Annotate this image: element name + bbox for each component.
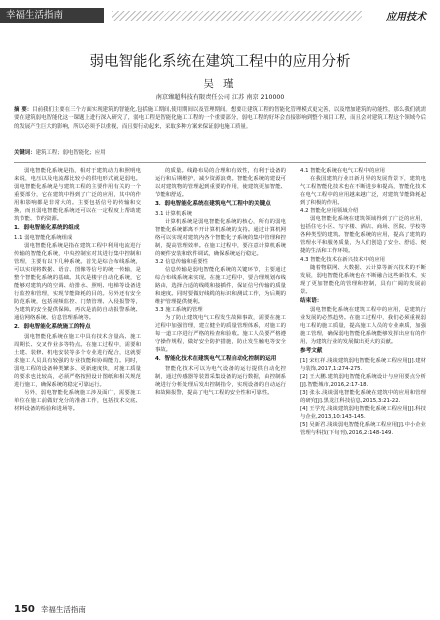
paragraph: 弱电智能化系统是指在建筑工程中利用电流进行传输的智能化系统，中央控制室对其进行集中控制和管理，主要有以下几种系统。首先是综合布线系统，可以实现将数据、语音、图像等信号的统一传输，是整个智能化系统的基础。其次是楼宇自动化系统，它能够对建筑内的空调、给排水、照明、电梯等设备进行监控和管理，实现节能降耗的目的。另外还有安全防范系统，包括视频监控、门禁管理、入侵报警等，为建筑的安全提供保障。再次是消防自动报警系统、通信网络系统、信息管理系统等。 [14,242,141,322]
keywords-label: 关键词： [14,150,36,156]
article-author: 吴 瑾 [203,78,237,90]
section-heading: 1．弱电智能化系统的组成 [14,225,80,232]
abstract-text: 目前我们主要在三个方面实现建筑的智能化,包括施工期间,使用期间以及管理期间。想要让建筑工程的智能化管理模式更完善，以及增加建筑的功能性，那么我们就需要在建筑弱电智能化这一课题上进行深入研究了，弱电工程是智能化施工工程的一个重要部分，弱电工程的好坏会直接影响到整个项目工程，而且会对建筑工程这个领域今后的发展产生巨大的影响，所以必须予以重视，而且要行动起来，采取多种方案来保证弱电施工质量。 [14,107,426,130]
body-column-2 [155,167,286,603]
body-column-3 [300,167,426,603]
reference-item: [3] 张永.浅谈弱电智能化系统在建筑中的应用和管理的研究[J].黑龙江科技信息,2015,3:21-22. [300,389,426,405]
subsection-heading: 4.3 智能化技术在新兴技术中的应用 [300,256,386,263]
paragraph: 在我国建筑行业日新月异的发展背景下，建筑电气工程智能化技术也在不断进步和提高，智能化技术在电气工程中的应用越来越广泛，对建筑节能降耗起到了积极的作用。 [300,176,426,207]
section-tag: 幸福生活指南 [0,8,104,23]
section-heading: 3．弱电智能化系统在建筑电气工程中的关键点 [155,201,271,208]
reference-item: [1] 宋红祥.浅谈建筑弱电智能化系统工程应用[J].建材与装饰,2017,1:274-275. [300,357,426,372]
paragraph: 为了防止建筑电气工程发生故障事故，需要在施工过程中加强管理，建立健全的质量管理体系，对施工的每一道工序进行严格的检查和验收。施工人员要严格遵守操作规程，做好安全防护措施，防止发生触电等安全事故。 [155,315,286,354]
subsection-heading: 4.2 智能化应用领域介绍 [300,208,359,215]
subsection-heading: 4.1 智能化系统在电气工程中的应用 [300,168,386,174]
reference-item: [5] 吴新君.浅谈弱电智能化系统工程应用[J].中小企业管理与科技(下旬刊),2016,2:148-149. [300,422,426,437]
author-affiliation: 南京臻超科技有限责任公司 江苏 南京 210000 [155,94,285,101]
paragraph: 弱电智能化系统在建筑领域得到了广泛的应用，包括住宅小区、写字楼、酒店、商场、医院、学校等各种类型的建筑。智能化系统的应用，提高了建筑的管理水平和服务质量，为人们创造了安全、舒适、便捷的生活和工作环境。 [300,216,426,255]
paragraph: 弱电智能化系统是指，相对于建筑动力和照明电来说，电压以及电流都比较小的供电形式就是弱电。弱电智能化系统是与建筑工程的主要作用有关的一个重要部分，它在建筑中得到了广泛的应用，其中的作用和影响都是非常大的。主要包括信号的传输和交换，而且弱电智能化系统还可以在一定程度上帮助建筑节能、节约资源。 [14,168,141,223]
paragraph: 弱电智能化系统在施工中具有技术含量高、施工周期长、交叉作业多等特点。在施工过程中，需要和土建、装修、机电安装等多个专业进行配合，这就要求施工人员具有较强的专业技能和协调能力。同时，弱电工程的设备种类繁多、更新速度快，对施工质量的要求也比较高，必须严格按照设计图纸和相关规范进行施工，确保系统的稳定可靠运行。 [14,333,141,388]
paragraph: 随着物联网、大数据、云计算等新兴技术的不断发展，弱电智能化系统也在不断融合这些新技术，实现了更加智能化的管理和控制，具有广阔的发展前景。 [300,264,426,295]
section-heading: 2．弱电智能化系统施工的特点 [14,324,91,331]
header-hatch-decoration [112,11,362,21]
paragraph: 计算机系统是弱电智能化系统的核心，所有的弱电智能化系统都离不开计算机系统的支持。通过计算机网络可以实现对建筑内各个智能化子系统的集中管理和控制，提高管理效率。在施工过程中，要注意计算机系统的硬件安装和软件调试，确保系统运行稳定。 [155,218,286,257]
body-column-1 [14,167,141,603]
paragraph: 信息传输是弱电智能化系统的关键环节，主要通过综合布线系统来实现。在施工过程中，要合理规划布线路由，选择合适的线缆和接插件，保证信号传输的质量和速度。同时要做好线缆的标识和测试工作，为后期的维护管理提供便利。 [155,266,286,306]
section-heading: 4．智能化技术在建筑电气工程自动化控制的运用 [155,356,277,363]
paragraph: 的质量。线路布局的合理和有效性，有利于设备的运行和后期维护，减少资源浪费。智能化系统的建设可以对建筑物的管理起到重要的作用，使建筑更加智能、节能和舒适。 [155,168,286,199]
section-heading: 参考文献 [300,348,323,355]
journal-name: 幸福生活指南 [40,605,86,614]
page-footer [14,604,86,615]
abstract-label: 摘 要： [14,107,33,113]
keywords-text: 建筑工程；弱电智能化；应用 [35,150,106,156]
article-title: 弱电智能化系统在建筑工程中的应用分析 [89,54,351,70]
page-number: 150 [14,604,35,615]
abstract [14,106,426,131]
paragraph: 弱电智能化系统在建筑工程中的应用，是建筑行业发展的必然趋势。在施工过程中，我们必须重视弱电工程的施工质量，提高施工人员的专业素质，加强施工管理，确保弱电智能化系统能够发挥出应有的作用，为建筑行业的发展做出更大的贡献。 [300,307,426,346]
subsection-heading: 3.3 施工系统的管理 [155,307,203,314]
paragraph: 另外，弱电智能化系统施工涉及面广，需要施工单位在施工前做好充分的准备工作，包括技术交底、材料设备的检验和进场等。 [14,389,141,413]
reference-item: [2] 王大鹏.建筑弱电智能化系统设计与应用要点分析[J].智能城市,2016,2:17-18. [300,373,426,388]
section-heading: 结束语： [300,297,323,304]
section-label: 应用技术 [386,12,426,23]
subsection-heading: 3.1 计算机系统 [155,210,192,217]
keywords [14,149,426,157]
divider [14,162,426,163]
paragraph: 智能化技术可以为电气设备的运行提供自动化控制，通过传感器等装置采集设备的运行数据，由控制系统进行分析处理后发出控制指令，实现设备的自动运行和故障报警，提高了电气工程的安全性和可靠性。 [155,365,286,396]
subsection-heading: 1.1 弱电智能化系统组成 [14,234,73,241]
reference-item: [4] 王学光.浅谈建筑弱电智能化系统工程应用[J].科技与企业,2013,10:143-145. [300,406,426,421]
subsection-heading: 3.2 信息传输和重要性 [155,258,208,265]
